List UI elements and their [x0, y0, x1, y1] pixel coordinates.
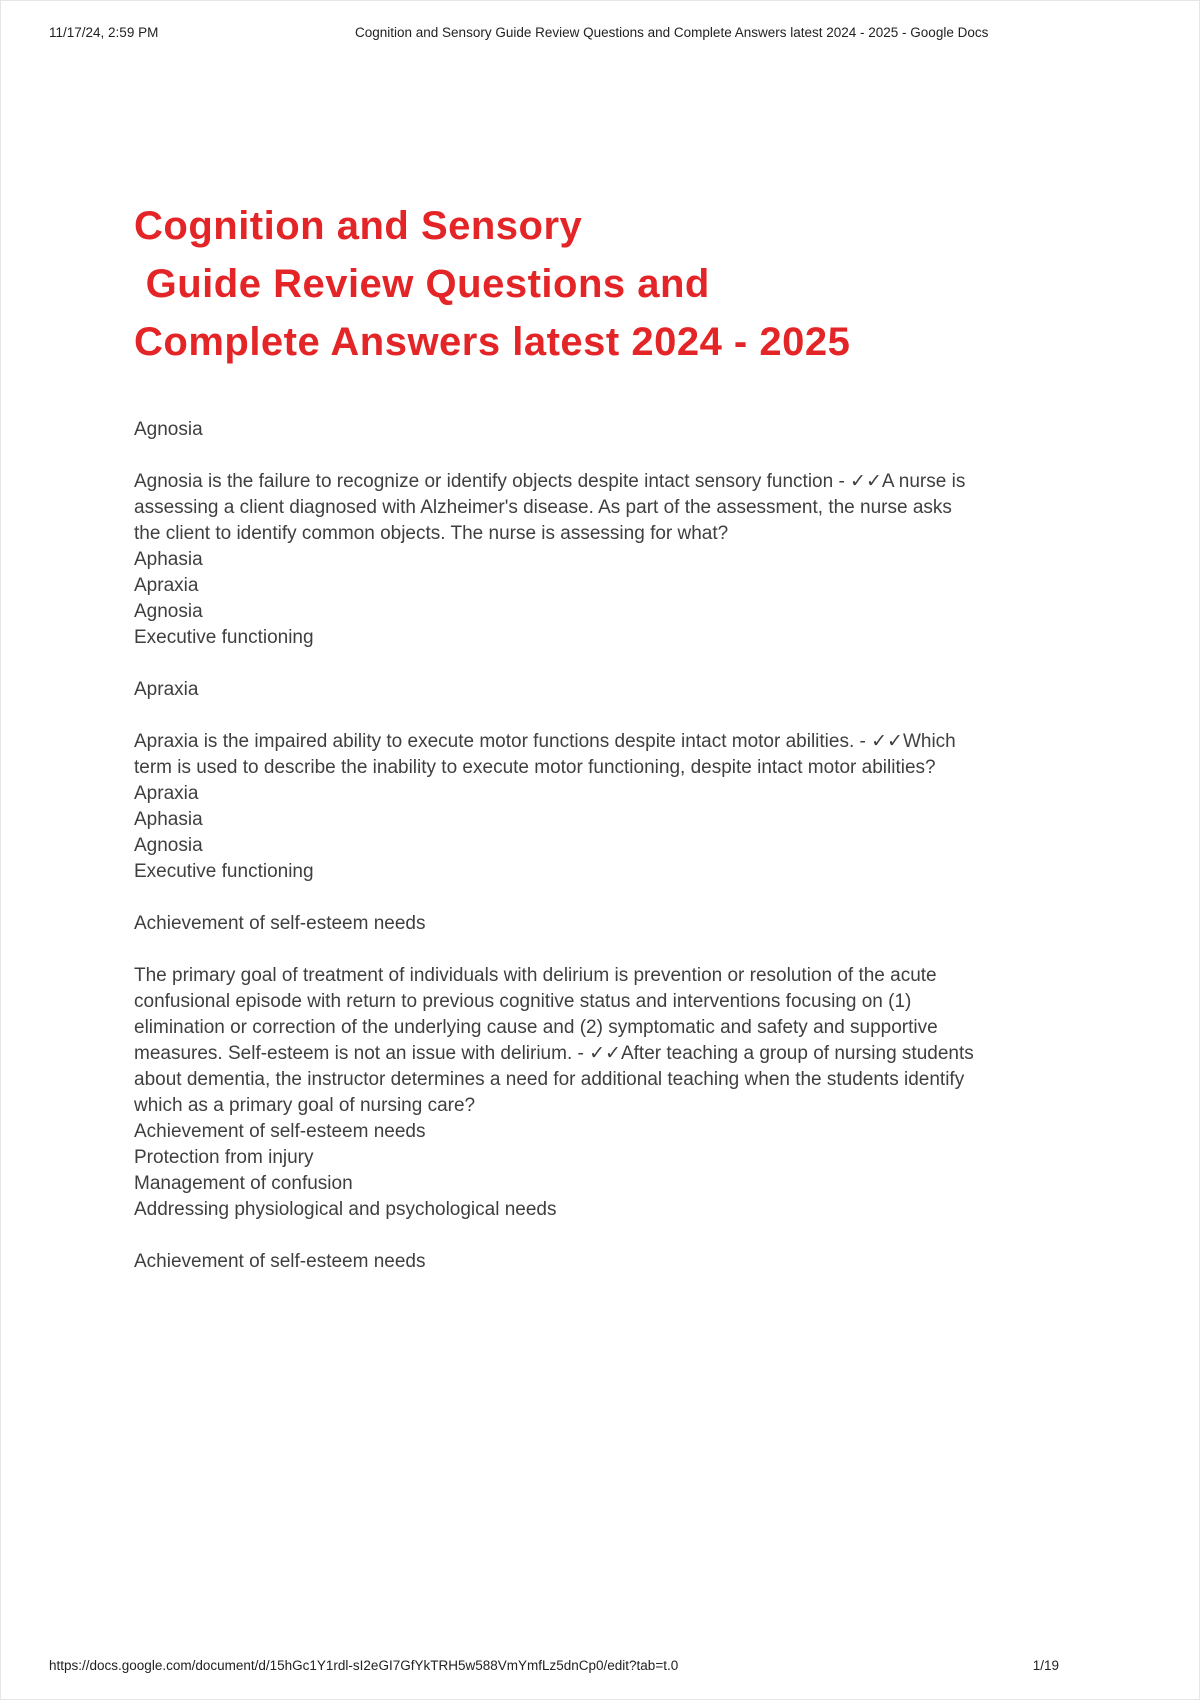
text-line: Achievement of self-esteem needs: [134, 1121, 426, 1142]
text-line: The primary goal of treatment of individuals with delirium is prevention or resolution of the acute confusional episode with return to previous cognitive status and interventions focusing on (1) elimination or correction of the underlying cause and (2) symptomatic and safety and supportive measures. Self-esteem is not an issue with delirium. - ✓✓After teaching a group of nursing students about dementia, the instructor determines a need for additional teaching when the students identify which as a primary goal of nursing care?: [134, 965, 980, 1116]
text-line: Agnosia: [134, 835, 203, 856]
text-line: Apraxia is the impaired ability to execute motor functions despite intact motor abilities. - ✓✓Which term is used to describe the inability to execute motor functioning, despite intact motor abilities?: [134, 731, 962, 778]
print-header: [49, 25, 1155, 40]
text-line: Agnosia: [134, 601, 203, 622]
text-line: Achievement of self-esteem needs: [134, 913, 426, 934]
text-line: Aphasia: [134, 549, 203, 570]
text-line: Aphasia: [134, 809, 203, 830]
paragraph-block: [134, 677, 974, 703]
paragraph-block: [134, 1249, 974, 1275]
paragraph-block: [134, 729, 974, 885]
print-footer: [49, 1658, 1155, 1673]
doc-title-line: Complete Answers latest 2024 - 2025: [134, 320, 851, 364]
document-blocks: [134, 417, 980, 1275]
text-line: Executive functioning: [134, 861, 314, 882]
text-line: Achievement of self-esteem needs: [134, 1251, 426, 1272]
text-line: Management of confusion: [134, 1173, 353, 1194]
doc-title-line: Cognition and Sensory: [134, 204, 583, 248]
paragraph-block: [134, 911, 974, 937]
paragraph-block: [134, 469, 974, 651]
text-line: Protection from injury: [134, 1147, 314, 1168]
print-doc-title: Cognition and Sensory Guide Review Questions and Complete Answers latest 2024 - 2025 - Google Docs: [354, 25, 989, 40]
text-line: Agnosia: [134, 419, 203, 440]
text-line: Apraxia: [134, 679, 199, 700]
text-line: Executive functioning: [134, 627, 314, 648]
text-line: Agnosia is the failure to recognize or identify objects despite intact sensory function - ✓✓A nurse is assessing a client diagnosed with Alzheimer's disease. As part of the assessment, the nurse asks the client to identify common objects. The nurse is assessing for what?: [134, 471, 971, 544]
print-footer-url: https://docs.google.com/document/d/15hGc1Y1rdl-sI2eGI7GfYkTRH5w588VmYmfLz5dnCp0/edit?tab=t.0: [49, 1658, 679, 1673]
text-line: Apraxia: [134, 783, 199, 804]
doc-title-line: Guide Review Questions and: [134, 262, 710, 306]
text-line: Addressing physiological and psychological needs: [134, 1199, 557, 1220]
print-page-indicator: 1/19: [1032, 1658, 1059, 1673]
text-line: Apraxia: [134, 575, 199, 596]
paragraph-block: [134, 417, 974, 443]
doc-title: [134, 197, 974, 371]
document-content: [134, 197, 980, 1301]
paragraph-block: [134, 963, 980, 1223]
print-datetime: 11/17/24, 2:59 PM: [49, 25, 159, 40]
